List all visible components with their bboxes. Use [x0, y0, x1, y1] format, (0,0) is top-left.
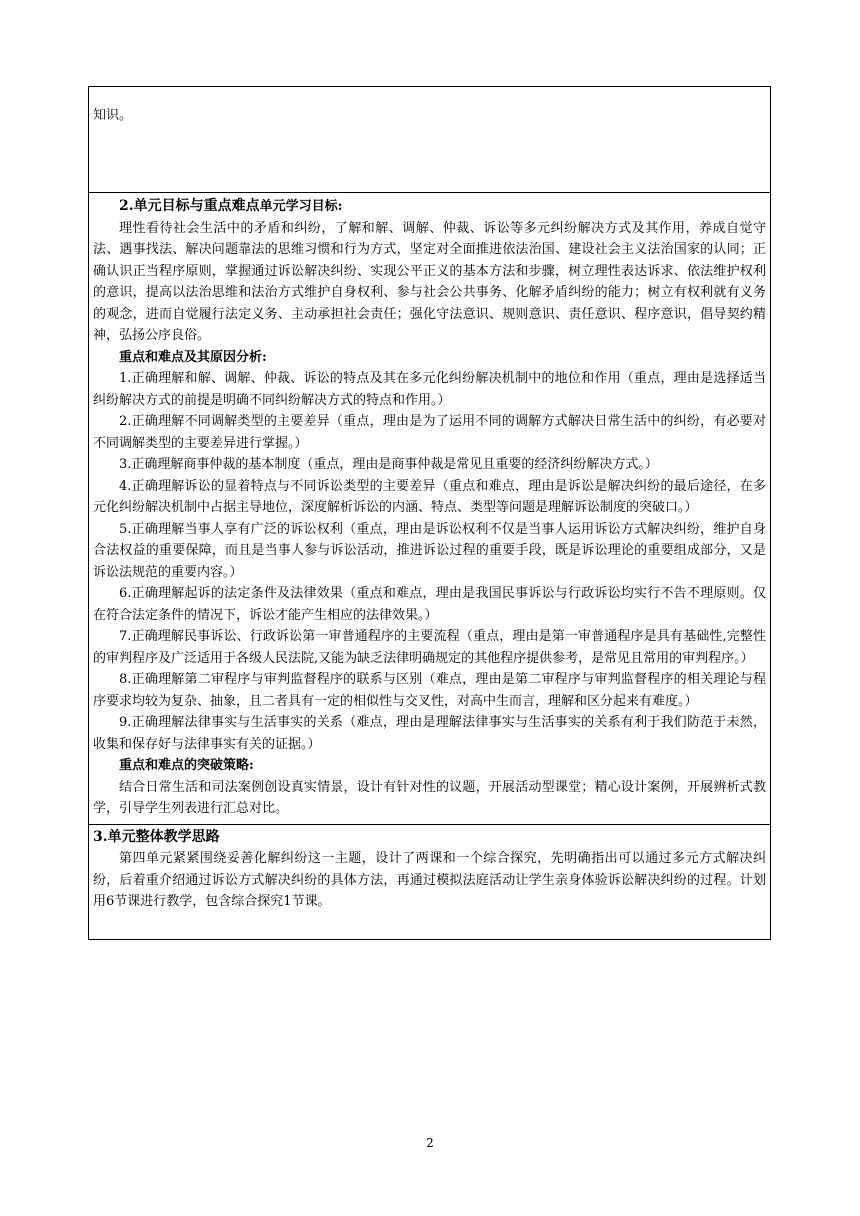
list-item: 4.正确理解诉讼的显着特点与不同诉讼类型的主要差异（重点和难点，理由是诉讼是解决纠纷的最后途径，在多元化纠纷解决机制中占据主导地位，深度解析诉讼的内涵、特点、类型等问题是理解诉讼制度的突破口。）: [93, 478, 766, 515]
unit-goals-cell: [89, 193, 770, 825]
section-3-text: 第四单元紧紧围绕妥善化解纠纷这一主题，设计了两课和一个综合探究，先明确指出可以通过多元方式解决纠纷，后着重介绍通过诉讼方式解决纠纷的具体方法，再通过模拟法庭活动让学生亲身体验诉讼解决纠纷的过程。计划用6节课进行教学，包含综合探究1节课。: [93, 851, 766, 909]
list-item: 7.正确理解民事诉讼、行政诉讼第一审普通程序的主要流程（重点，理由是第一审普通程序是具有基础性,完整性的审判程序及广泛适用于各级人民法院,又能为缺乏法律明确规定的其他程序提供参考，是常见且常用的审判程序。）: [93, 629, 766, 666]
analysis-label: 重点和难点及其原因分析:: [119, 349, 267, 365]
list-item: 8.正确理解第二审程序与审判监督程序的联系与区别（难点，理由是第二审程序与审判监督程序的相关理论与程序要求均较为复杂、抽象，且二者具有一定的相似性与交叉性，对高中生而言，理解和区分起来有难度。）: [93, 672, 766, 709]
page-number: 2: [426, 1136, 434, 1150]
strategy-label: 重点和难点的突破策略:: [119, 758, 254, 773]
section-3-title: 3.单元整体教学思路: [93, 829, 220, 845]
carry-over-cell: [89, 87, 770, 193]
list-item: 5.正确理解当事人享有广泛的诉讼权利（重点，理由是诉讼权利不仅是当事人运用诉讼方式解决纠纷，维护自身合法权益的重要保障，而且是当事人参与诉讼活动，推进诉讼过程的重要手段，既是诉讼理论的重要组成部分，又是诉讼法规范的重要内容。）: [93, 521, 766, 580]
list-item: 3.正确理解商事仲裁的基本制度（重点，理由是商事仲裁是常见且重要的经济纠纷解决方式。）: [119, 457, 658, 472]
list-item: 2.正确理解不同调解类型的主要差异（重点，理由是为了运用不同的调解方式解决日常生活中的纠纷，有必要对不同调解类型的主要差异进行掌握。）: [93, 414, 766, 451]
list-item: 9.正确理解法律事实与生活事实的关系（难点，理由是理解法律事实与生活事实的关系有利于我们防范于未然，收集和保存好与法律事实有关的证据。）: [93, 715, 766, 752]
list-item: 1.正确理解和解、调解、仲裁、诉讼的特点及其在多元化纠纷解决机制中的地位和作用（重点，理由是选择适当纠纷解决方式的前提是明确不同纠纷解决方式的特点和作用。）: [93, 371, 766, 408]
list-item: 6.正确理解起诉的法定条件及法律效果（重点和难点，理由是我国民事诉讼与行政诉讼均实行不告不理原则。仅在符合法定条件的情况下，诉讼才能产生相应的法律效果。）: [93, 586, 766, 623]
strategy-text: 结合日常生活和司法案例创设真实情景，设计有针对性的议题，开展活动型课堂；精心设计案例，开展辨析式教学，引导学生列表进行汇总对比。: [93, 779, 766, 816]
section-2-title: 2.单元目标与重点难点: [119, 198, 260, 214]
teaching-approach-cell: [89, 825, 770, 939]
section-2-heading: [93, 196, 766, 218]
lesson-plan-table: [88, 86, 771, 940]
goal-text: 理性看待社会生活中的矛盾和纠纷，了解和解、调解、仲裁、诉讼等多元纠纷解决方式及其作用，养成自觉守法、遇事找法、解决问题靠法的思维习惯和行为方式，坚定对全面推进依法治国、建设社会主义法治国家的认同；正确认识正当程序原则，掌握通过诉讼解决纠纷、实现公平正义的基本方法和步骤，树立理性表达诉求、依法维护权利的意识，提高以法治思维和法治方式维护自身权利、参与社会公共事务、化解矛盾纠纷的能力；树立有权利就有义务的观念，进而自觉履行法定义务、主动承担社会责任；强化守法意识、规则意识、责任意识、程序意识，倡导契约精神，弘扬公序良俗。: [93, 220, 766, 343]
carry-over-text: 知识。: [93, 108, 133, 123]
goal-label: 单元学习目标:: [259, 199, 343, 214]
